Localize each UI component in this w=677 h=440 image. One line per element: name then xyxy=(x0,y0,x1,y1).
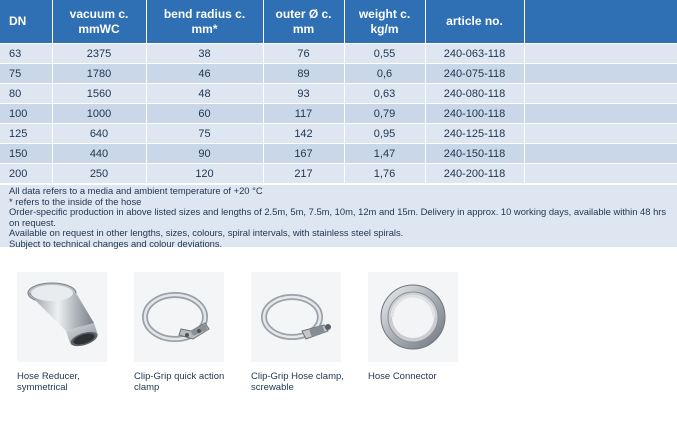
table-cell: 640 xyxy=(52,124,146,144)
table-cell: 142 xyxy=(263,124,344,144)
table-cell: 100 xyxy=(0,104,52,124)
table-cell: 93 xyxy=(263,84,344,104)
caption-line: clamp xyxy=(134,381,160,393)
notes-block xyxy=(0,185,677,247)
header-line: vacuum c. xyxy=(69,6,129,21)
caption-line: symmetrical xyxy=(17,381,68,393)
hose-clamp-icon xyxy=(252,273,340,361)
quick-clamp-icon xyxy=(135,273,223,361)
table-cell: 167 xyxy=(263,144,344,164)
table-cell: 75 xyxy=(0,64,52,84)
table-cell xyxy=(524,64,677,84)
table-cell: 76 xyxy=(263,44,344,64)
header-line: mm* xyxy=(191,21,218,36)
table-row xyxy=(0,144,677,164)
table-cell xyxy=(524,84,677,104)
product-hose-reducer[interactable] xyxy=(16,272,128,393)
table-cell: 60 xyxy=(146,104,263,124)
col-header-outer-diameter xyxy=(263,0,344,44)
note-line: Order-specific production in above listed sizes and lengths of 2.5m, 5m, 7.5m, 10m, 12m and 15m. Delivery in approx. 10 working days, available within 48 hrs on request. xyxy=(9,206,667,228)
table-cell xyxy=(524,44,677,64)
product-caption xyxy=(17,372,128,393)
table-cell: 1780 xyxy=(52,64,146,84)
table-cell: 120 xyxy=(146,164,263,184)
hose-reducer-image xyxy=(17,272,107,362)
table-cell: 46 xyxy=(146,64,263,84)
table-cell: 2375 xyxy=(52,44,146,64)
table-cell: 217 xyxy=(263,164,344,184)
header-line: bend radius c. xyxy=(163,6,246,21)
col-header-article-no xyxy=(425,0,524,44)
table-cell: 1560 xyxy=(52,84,146,104)
table-cell: 1,47 xyxy=(344,144,425,164)
table-cell: 90 xyxy=(146,144,263,164)
table-cell: 0,6 xyxy=(344,64,425,84)
table-cell: 240-200-118 xyxy=(425,164,524,184)
table-cell: 75 xyxy=(146,124,263,144)
table-cell: 0,79 xyxy=(344,104,425,124)
table-cell xyxy=(524,164,677,184)
table-cell: 240-150-118 xyxy=(425,144,524,164)
table-cell: 0,63 xyxy=(344,84,425,104)
product-caption xyxy=(368,372,479,383)
table-cell: 150 xyxy=(0,144,52,164)
table-cell: 240-080-118 xyxy=(425,84,524,104)
table-row xyxy=(0,124,677,144)
col-header-vacuum xyxy=(52,0,146,44)
table-cell xyxy=(524,124,677,144)
caption-line: Clip-Grip Hose clamp, xyxy=(251,371,344,382)
table-cell: 250 xyxy=(52,164,146,184)
header-line: weight c. xyxy=(358,6,411,21)
col-header-blank xyxy=(524,0,677,44)
product-caption xyxy=(134,372,245,393)
table-cell: 89 xyxy=(263,64,344,84)
quick-clamp-image xyxy=(134,272,224,362)
header-line: DN xyxy=(9,14,27,28)
table-cell: 440 xyxy=(52,144,146,164)
note-line: * refers to the inside of the hose xyxy=(9,195,142,207)
product-clip-grip-quick-clamp[interactable] xyxy=(133,272,245,393)
header-line: kg/m xyxy=(370,21,399,36)
table-cell: 125 xyxy=(0,124,52,144)
col-header-bend-radius xyxy=(146,0,263,44)
table-cell: 240-063-118 xyxy=(425,44,524,64)
table-cell: 1,76 xyxy=(344,164,425,184)
table-cell: 48 xyxy=(146,84,263,104)
caption-line: Clip-Grip quick action xyxy=(134,371,225,382)
table-cell xyxy=(524,144,677,164)
table-cell: 240-075-118 xyxy=(425,64,524,84)
table-cell: 0,95 xyxy=(344,124,425,144)
table-cell: 1000 xyxy=(52,104,146,124)
table-cell: 240-100-118 xyxy=(425,104,524,124)
table-row xyxy=(0,164,677,184)
col-header-weight xyxy=(344,0,425,44)
table-cell: 80 xyxy=(0,84,52,104)
table-row xyxy=(0,84,677,104)
product-hose-connector[interactable] xyxy=(367,272,479,383)
header-line: mm xyxy=(292,21,315,36)
note-line: All data refers to a media and ambient temperature of +20 °C xyxy=(9,185,263,196)
table-cell: 117 xyxy=(263,104,344,124)
spec-table xyxy=(0,0,677,183)
product-caption xyxy=(251,372,362,393)
header-line: article no. xyxy=(446,14,503,28)
table-row xyxy=(0,104,677,124)
table-cell: 200 xyxy=(0,164,52,184)
hose-connector-icon xyxy=(369,273,457,361)
table-header-row xyxy=(0,0,677,44)
caption-line: Hose Reducer, xyxy=(17,371,80,382)
table-cell: 63 xyxy=(0,44,52,64)
caption-line: screwable xyxy=(251,381,294,393)
col-header-dn xyxy=(0,0,52,44)
note-line: Subject to technical changes and colour deviations. xyxy=(9,237,223,249)
header-line: outer Ø c. xyxy=(275,6,332,21)
table-cell: 38 xyxy=(146,44,263,64)
table-row xyxy=(0,64,677,84)
hose-connector-image xyxy=(368,272,458,362)
note-line: Available on request in other lengths, sizes, colours, spiral intervals, with stainless steel spirals. xyxy=(9,227,404,239)
hose-clamp-image xyxy=(251,272,341,362)
table-cell xyxy=(524,104,677,124)
product-clip-grip-hose-clamp[interactable] xyxy=(250,272,362,393)
hose-reducer-icon xyxy=(18,273,106,361)
header-line: mmWC xyxy=(78,21,120,36)
table-row xyxy=(0,44,677,64)
caption-line: Hose Connector xyxy=(368,371,437,382)
table-cell: 240-125-118 xyxy=(425,124,524,144)
table-cell: 0,55 xyxy=(344,44,425,64)
